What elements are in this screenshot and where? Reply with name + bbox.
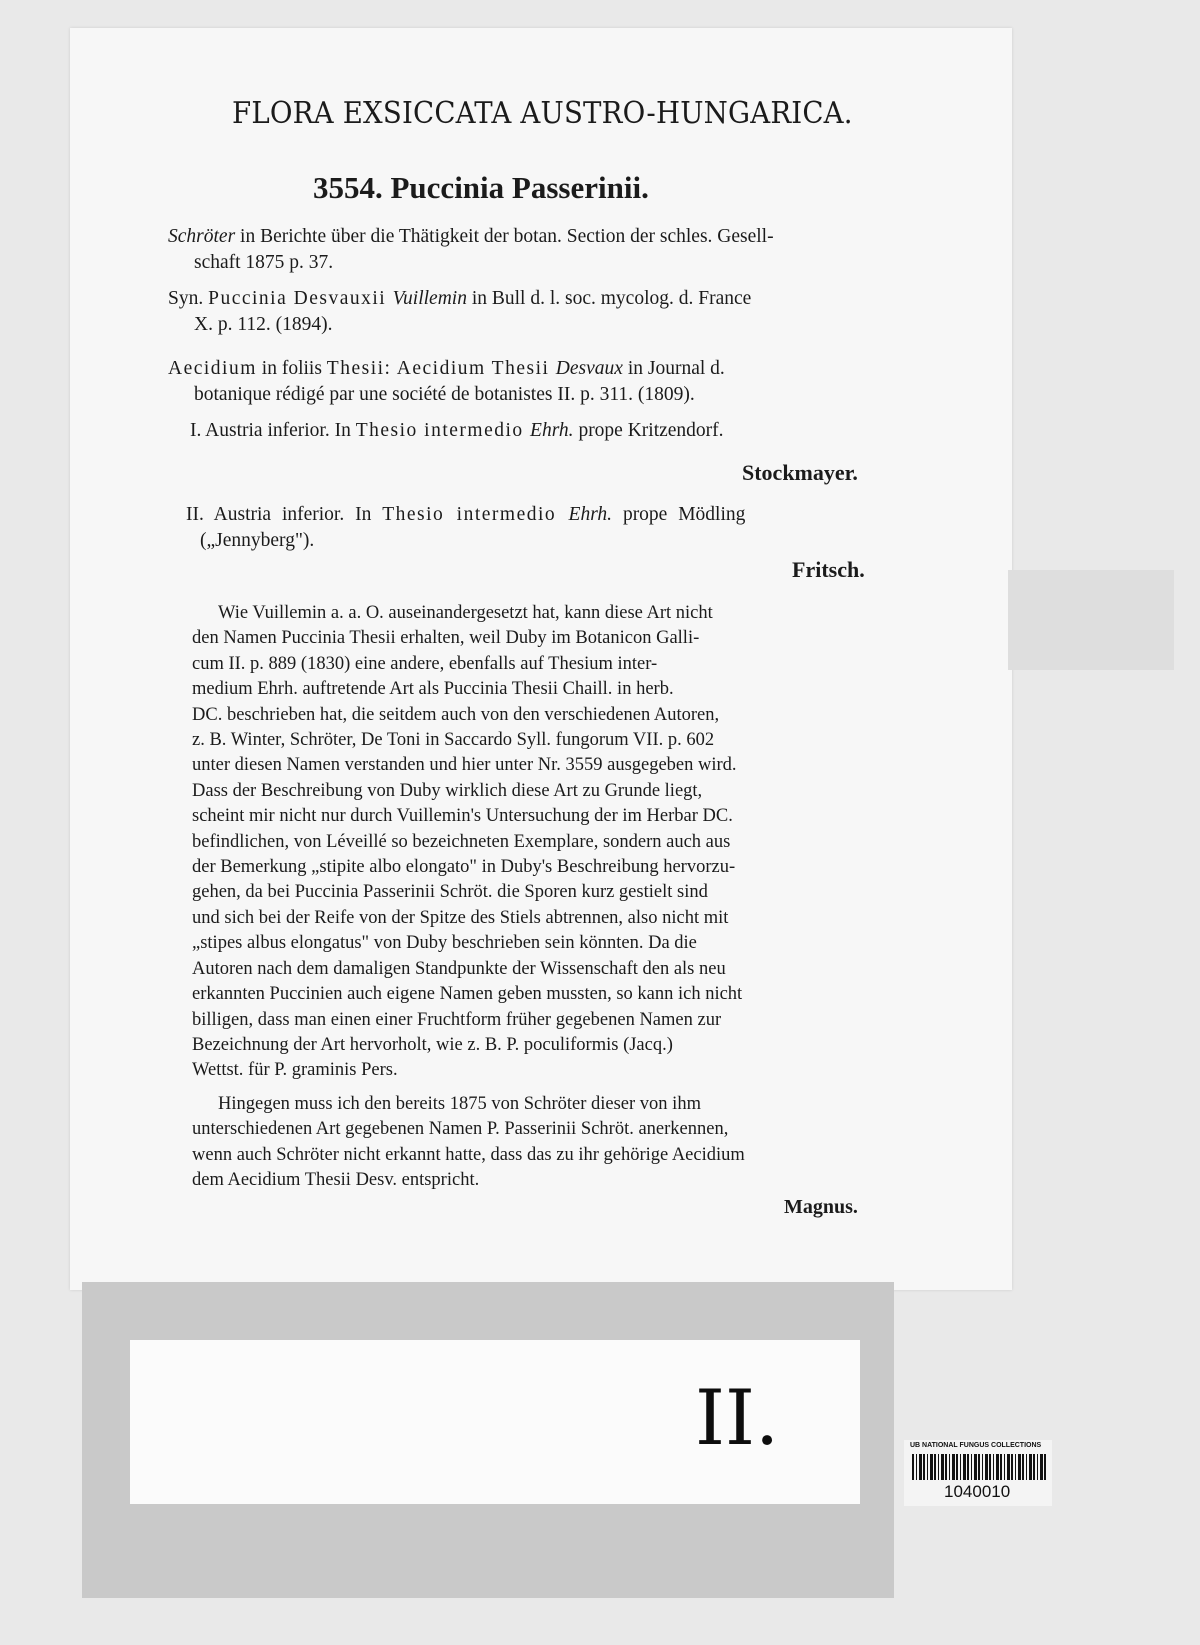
aecidium-label: Aecidium — [168, 358, 257, 379]
locality-2-text-1: prope Mödling — [612, 504, 746, 525]
note-1-line: Autoren nach dem damaligen Standpunkte der Wissenschaft den als neu — [192, 958, 726, 979]
note-1-line: Wie Vuillemin a. a. O. auseinandergesetzt hat, kann diese Art nicht — [218, 603, 713, 623]
barcode-number: 1040010 — [944, 1482, 1011, 1501]
note-1-line: den Namen Puccinia Thesii erhalten, weil Duby im Botanicon Galli- — [192, 628, 700, 649]
syn-text-2: X. p. 112. (1894). — [194, 314, 333, 335]
note-1-line: scheint mir nicht nur durch Vuillemin's Untersuchung der im Herbar DC. — [192, 806, 733, 827]
note-2-line: wenn auch Schröter nicht erkannt hatte, dass das zu ihr gehörige Aecidium — [192, 1144, 745, 1165]
specimen-number-label: II. — [695, 1373, 780, 1462]
note-1-line: billigen, dass man einen einer Fruchtform früher gegebenen Namen zur — [192, 1009, 722, 1030]
note-1-line: z. B. Winter, Schröter, De Toni in Saccardo Syll. fungorum VII. p. 602 — [192, 730, 715, 751]
note-1-line: Bezeichnung der Art hervorholt, wie z. B. P. poculiformis (Jacq.) — [192, 1034, 673, 1055]
sheet-title: FLORA EXSICCATA AUSTRO-HUNGARICA. — [232, 96, 853, 131]
locality-1-author: Ehrh. — [530, 420, 574, 441]
note-1-line: DC. beschrieben hat, die seitdem auch von den verschiedenen Autoren, — [192, 704, 720, 725]
citation-author: Schröter — [168, 226, 236, 247]
note-1-line: Dass der Beschreibung von Duby wirklich diese Art zu Grunde liegt, — [192, 780, 703, 801]
aecidium-text-1: in Journal d. — [622, 358, 725, 379]
paper-tab — [1008, 570, 1174, 670]
species-heading: 3554. Puccinia Passerinii. — [313, 170, 649, 205]
locality-2-author: Ehrh. — [568, 504, 613, 525]
note-1-line: cum II. p. 889 (1830) eine andere, ebenfalls auf Thesium inter- — [192, 653, 658, 674]
locality-1-host: Thesio intermedio — [355, 420, 531, 441]
note-1-line: befindlichen, von Léveillé so bezeichneten Exemplare, sondern auch aus — [192, 831, 731, 852]
locality-1 — [190, 418, 724, 444]
barcode-icon — [912, 1454, 1046, 1480]
locality-1-text: prope Kritzendorf. — [573, 420, 724, 441]
note-paragraph-2 — [192, 1092, 904, 1194]
syn-author: Vuillemin — [392, 288, 467, 309]
note-1-line: gehen, da bei Puccinia Passerinii Schröt. die Sporen kurz gestielt sind — [192, 882, 708, 903]
aecidium-names: Thesii: Aecidium Thesii — [326, 358, 556, 379]
note-paragraph-1 — [192, 601, 904, 1084]
citation-text-1: in Berichte über die Thätigkeit der botan. Section der schles. Gesell- — [235, 226, 774, 247]
synonym — [168, 286, 910, 338]
note-1-line: „stipes albus elongatus" von Duby beschrieben sein könnten. Da die — [192, 933, 697, 954]
collector-1: Stockmayer. — [742, 460, 858, 485]
locality-2 — [186, 502, 910, 554]
barcode-caption: UB NATIONAL FUNGUS COLLECTIONS — [910, 1442, 1042, 1449]
aecidium-mid: in foliis — [256, 358, 327, 379]
note-1-line: Wettst. für P. graminis Pers. — [192, 1060, 398, 1081]
aecidium-text-2: botanique rédigé par une société de botanistes II. p. 311. (1809). — [194, 384, 695, 405]
locality-1-prefix: I. Austria inferior. In — [190, 420, 356, 441]
aecidium-author: Desvaux — [555, 358, 623, 379]
locality-2-text-2: („Jennyberg"). — [200, 530, 315, 551]
note-1-line: der Bemerkung „stipite albo elongato" in Duby's Beschreibung hervorzu- — [192, 857, 736, 878]
note-1-line: und sich bei der Reife von der Spitze des Stiels abtrennen, also nicht mit — [192, 907, 729, 928]
locality-2-prefix: II. Austria inferior. In — [186, 504, 383, 525]
citation — [168, 224, 910, 276]
note-1-line: medium Ehrh. auftretende Art als Puccinia Thesii Chaill. in herb. — [192, 679, 674, 700]
syn-prefix: Syn. — [168, 288, 209, 309]
note-2-line: Hingegen muss ich den bereits 1875 von Schröter dieser von ihm — [218, 1094, 701, 1114]
citation-text-2: schaft 1875 p. 37. — [194, 252, 334, 273]
syn-text-1: in Bull d. l. soc. mycolog. d. France — [466, 288, 752, 309]
note-1-line: unter diesen Namen verstanden und hier unter Nr. 3559 ausgegeben wird. — [192, 755, 737, 776]
note-2-line: dem Aecidium Thesii Desv. entspricht. — [192, 1170, 480, 1191]
note-1-line: erkannten Puccinien auch eigene Namen geben mussten, so kann ich nicht — [192, 984, 743, 1005]
locality-2-host: Thesio intermedio — [382, 504, 569, 525]
barcode-label — [904, 1440, 1052, 1506]
syn-name: Puccinia Desvauxii — [208, 288, 393, 309]
author-signature: Magnus. — [784, 1196, 858, 1218]
collector-2: Fritsch. — [792, 557, 865, 582]
aecidium-note — [168, 356, 910, 408]
note-2-line: unterschiedenen Art gegebenen Namen P. Passerinii Schröt. anerkennen, — [192, 1119, 729, 1140]
